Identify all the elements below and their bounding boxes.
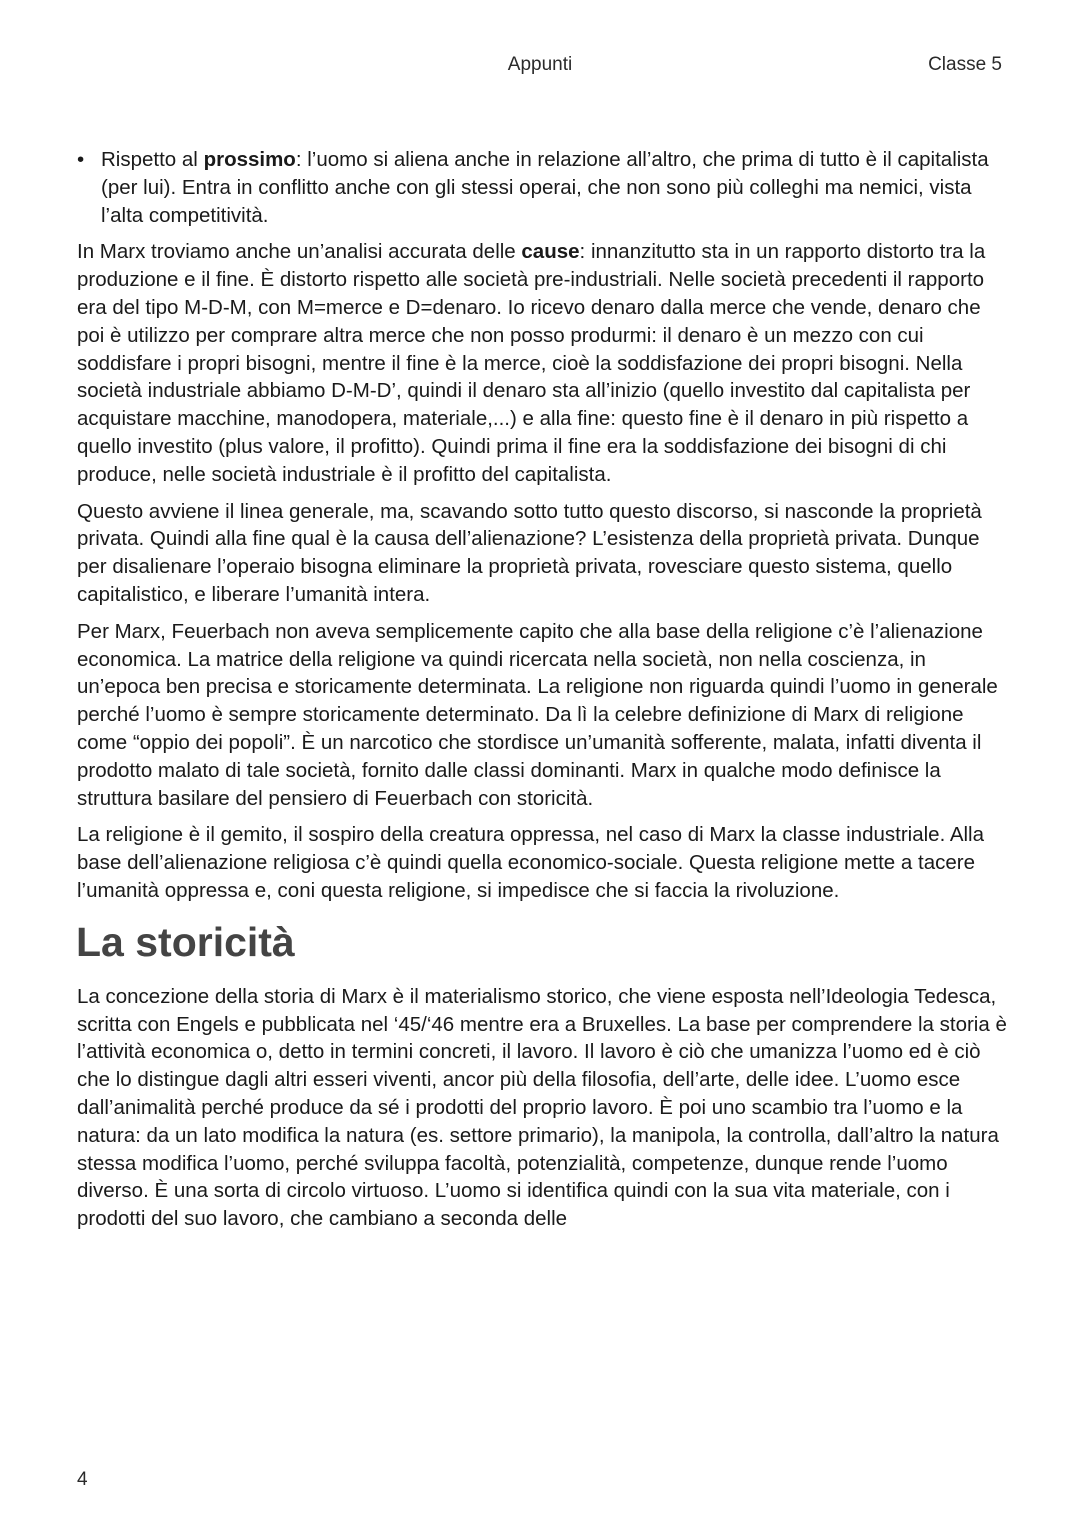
bullet-text-rest: : l’uomo si aliena anche in relazione all’altro, che prima di tutto è il capitalista (per lui). Entra in conflitto anche con gli stessi operai, che non sono più colleghi ma nemici, vista l’alta competitività.	[101, 148, 989, 227]
page-number: 4	[77, 1469, 88, 1490]
bullet-item-neighbor	[77, 146, 1012, 229]
paragraph-religion-sigh: La religione è il gemito, il sospiro della creatura oppressa, nel caso di Marx la classe industriale. Alla base dell’alienazione religiosa c’è quindi quella economico-sociale. Questa religione mette a tacere l’umanità oppressa e, coni questa religione, si impedisce che si faccia la rivoluzione.	[77, 823, 985, 902]
header-class-label: Classe 5	[928, 54, 1002, 75]
bullet-text-prefix: Rispetto al	[101, 148, 204, 171]
page-content	[77, 146, 1012, 1242]
causes-text-rest: : innanzitutto sta in un rapporto distorto tra la produzione e il fine. È distorto rispetto alle società pre-industriali. Nelle società precedenti il rapporto era del tipo M-D-M, con M=merce e D=denaro. Io ricevo denaro dalla merce che vende, denaro che poi è utilizzo per comprare altra merce che non posso produrmi: il denaro è un mezzo con cui soddisfare i propri bisogni, mentre il fine è la merce, cioè la soddisfazione dei propri bisogni. Nella società industriale abbiamo D-M-D’, quindi il denaro sta all’inizio (quello investito dal capitalista per acquistare macchine, manodopera, materiale,...) e alla fine: questo fine è il denaro in più rispetto a quello investito (plus valore, il profitto). Quindi prima il fine era la soddisfazione dei bisogni di chi produce, nelle società industriale è il profitto del capitalista.	[77, 240, 986, 486]
causes-text-prefix: In Marx troviamo anche un’analisi accurata delle	[77, 240, 522, 264]
paragraph-private-property: Questo avviene il linea generale, ma, scavando sotto tutto questo discorso, si nasconde la proprietà privata. Quindi alla fine qual è la causa dell’alienazione? L’esistenza della proprietà privata. Dunque per disalienare l’operaio bisogna eliminare la proprietà privata, rovesciare questo sistema, quello capitalistico, e liberare l’umanità intera.	[77, 499, 982, 606]
header-title: Appunti	[507, 54, 573, 75]
paragraph-causes	[77, 238, 1012, 488]
bullet-bold-term: prossimo	[203, 148, 296, 171]
bullet-marker: •	[77, 148, 85, 171]
causes-bold-term: cause	[521, 240, 580, 264]
paragraph-historicity: La concezione della storia di Marx è il materialismo storico, che viene esposta nell’Ideologia Tedesca, scritta con Engels e pubblicata nel ‘45/‘46 mentre era a Bruxelles. La base per comprendere la storia è l’attività economica o, detto in termini concreti, il lavoro. Il lavoro è ciò che umanizza l’uomo ed è ciò che lo distingue dagli altri esseri viventi, ancor più della filosofia, dell’arte, delle idee. L’uomo esce dall’animalità perché produce da sé i prodotti del proprio lavoro. È poi uno scambio tra l’uomo e la natura: da un lato modifica la natura (es. settore primario), la manipola, la controlla, dall’altro la natura stessa modifica l’uomo, perché sviluppa facoltà, potenzialità, competenze, dunque rende l’uomo diverso. È una sorta di circolo virtuoso. L’uomo si identifica quindi con la sua vita materiale, con i prodotti del suo lavoro, che cambiano a seconda delle	[77, 984, 1007, 1231]
section-title: La storicità	[76, 918, 295, 965]
paragraph-religion-feuerbach: Per Marx, Feuerbach non aveva semplicemente capito che alla base della religione c’è l’alienazione economica. La matrice della religione va quindi ricercata nella società, non nella coscienza, in un’epoca ben precisa e storicamente determinata. La religione non riguarda quindi l’uomo in generale perché l’uomo è sempre storicamente determinato. Da lì la celebre definizione di Marx di religione come “oppio dei popoli”. È un narcotico che stordisce un’umanità sofferente, malata, infatti diventa il prodotto malato di tale società, fornito dalle classi dominanti. Marx in qualche modo definisce la struttura basilare del pensiero di Feuerbach con storicità.	[77, 619, 998, 810]
